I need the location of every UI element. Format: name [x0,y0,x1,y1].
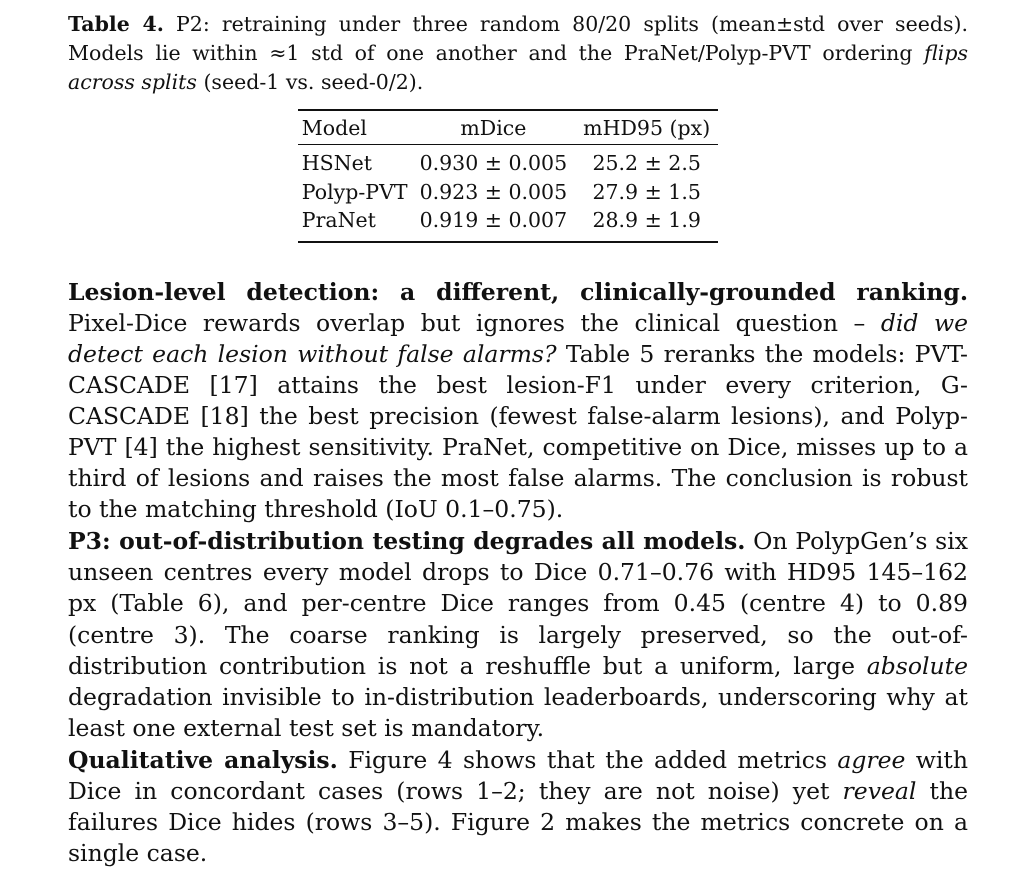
table-row [298,145,718,178]
cell-mdice: 0.919 ± 0.007 [412,206,576,242]
paragraph-heading: Qualitative analysis. [68,746,338,774]
header-model: Model [298,110,412,145]
paragraph-emphasis: absolute [867,652,968,680]
cell-model: Polyp-PVT [298,178,412,207]
header-mdice: mDice [412,110,576,145]
caption-emphasis: flips across splits [68,41,968,94]
cell-mdice: 0.923 ± 0.005 [412,178,576,207]
table-header-row [298,110,718,145]
caption-tail: (seed-1 vs. seed-0/2). [197,70,423,94]
table-row [298,178,718,207]
caption-text: P2: retraining under three random 80/20 splits (mean±std over seeds). Models lie within ≈1 std of one another and the PraNet/Polyp-PVT ordering [68,12,968,65]
paragraph-emphasis: did we detect each lesion without false alarms? [68,309,968,368]
table-label: Table 4. [68,12,164,36]
paper-page [68,10,968,869]
paragraph-text: the failures Dice hides (rows 3–5). Figure 2 makes the metrics concrete on a single case. [68,777,968,867]
cell-model: PraNet [298,206,412,242]
paragraph-lesion-detection [68,277,968,526]
paragraph-text: degradation invisible to in-distribution leaderboards, underscoring why at least one external test set is mandatory. [68,683,968,742]
header-mhd95: mHD95 (px) [575,110,718,145]
paragraph-text: Table 5 reranks the models: PVT-CASCADE [17] attains the best lesion-F1 under every criterion, G-CASCADE [18] the best precision (fewest false-alarm lesions), and Polyp-PVT [4] the highest sensitivity. PraNet, competitive on Dice, misses up to a third of lesions and raises the most false alarms. The conclusion is robust to the matching threshold (IoU 0.1–0.75). [68,340,968,523]
body-text [68,277,968,869]
paragraph-text: with Dice in concordant cases (rows 1–2; they are not noise) yet [68,746,968,805]
results-table [298,109,718,243]
paragraph-emphasis: reveal [843,777,917,805]
paragraph-qualitative [68,745,968,869]
table-row [298,206,718,242]
paragraph-text: Figure 4 shows that the added metrics [338,746,837,774]
paragraph-ood-testing [68,526,968,744]
paragraph-text: Pixel-Dice rewards overlap but ignores the clinical question – [68,309,881,337]
paragraph-text: On PolypGen’s six unseen centres every model drops to Dice 0.71–0.76 with HD95 145–162 px (Table 6), and per-centre Dice ranges from 0.45 (centre 4) to 0.89 (centre 3). The coarse ranking is largely preserved, so the out-of-distribution contribution is not a reshuffle but a uniform, large [68,527,968,679]
cell-mhd95: 28.9 ± 1.9 [575,206,718,242]
table-wrapper [68,109,968,243]
table-caption [68,10,968,97]
cell-mhd95: 27.9 ± 1.5 [575,178,718,207]
cell-model: HSNet [298,145,412,178]
paragraph-emphasis: agree [837,746,905,774]
paragraph-heading: Lesion-level detection: a different, clinically-grounded ranking. [68,278,968,306]
cell-mdice: 0.930 ± 0.005 [412,145,576,178]
paragraph-heading: P3: out-of-distribution testing degrades all models. [68,527,745,555]
cell-mhd95: 25.2 ± 2.5 [575,145,718,178]
